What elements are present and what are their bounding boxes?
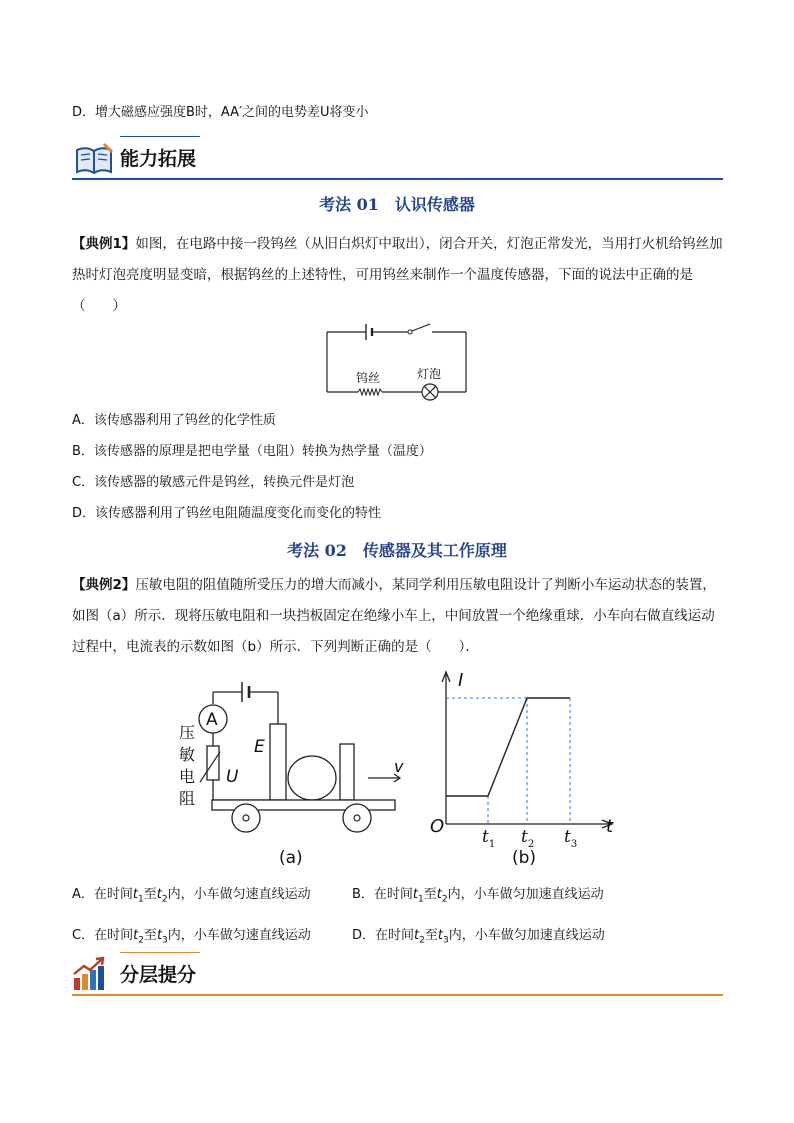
option-d-mid: 至: [424, 928, 438, 943]
option-a-t-end: t: [156, 887, 162, 902]
method-1-title: 考法 01 认识传感器: [319, 195, 475, 214]
tick-label-t2: $t_2$: [521, 827, 535, 850]
figure-a-caption: (a): [279, 848, 303, 868]
method-2-title: 考法 02 传感器及其工作原理: [287, 541, 507, 560]
example-1-label: 【典例1】: [72, 236, 136, 252]
option-b-t-start-sub: 1: [418, 894, 424, 905]
resistor-label-2: 敏: [179, 745, 196, 764]
option-d-t-end-sub: 3: [442, 935, 449, 946]
dashed-guides: [446, 698, 570, 824]
option-c-t-end-sub: 3: [162, 935, 168, 946]
y-axis-label: I: [458, 670, 464, 691]
section-title: 分层提分: [120, 964, 197, 986]
option-d-t-start-sub: 2: [419, 935, 425, 946]
bulb-label: 灯泡: [417, 367, 442, 381]
example-1-stem: 如图，在电路中接一段钨丝（从旧白炽灯中取出），闭合开关，灯泡正常发光，当用打火机给钨丝加热时灯泡亮度明显变暗，根据钨丝的上述特性，可用钨丝来制作一个温度传感器，下面的说法中正确的是（ ）: [72, 236, 723, 314]
option-c-prefix: C．在时间: [72, 928, 134, 943]
figure-a-cart-apparatus: [172, 672, 404, 870]
option-d-suffix: 内，小车做匀加速直线运动: [448, 928, 605, 943]
heading-rule: [72, 994, 723, 996]
example-2-option-a: [72, 883, 311, 905]
option-c-t-end: t: [156, 928, 163, 943]
tick-labels: [482, 827, 577, 850]
current-series: [446, 698, 570, 796]
heading-top-rule: [120, 952, 200, 953]
option-a-t-start: t: [132, 887, 139, 902]
current-segment-2: [488, 698, 527, 796]
option-a-t-start-sub: 1: [138, 894, 144, 905]
option-b-suffix: 内，小车做匀加速直线运动: [447, 887, 604, 902]
option-a-prefix: A．在时间: [72, 887, 133, 902]
option-b-t-end-sub: 2: [441, 894, 448, 905]
resistor-label-3: 电: [179, 767, 196, 786]
option-b-prefix: B．在时间: [352, 887, 413, 902]
example-2-option-c: [72, 924, 311, 946]
option-b-t-end: t: [436, 887, 442, 902]
example-1-option-a: A．该传感器利用了钨丝的化学性质: [72, 413, 276, 428]
velocity-label: v: [394, 757, 404, 776]
pressure-plate: [270, 724, 286, 800]
tick-label-t1: $t_1$: [482, 827, 496, 850]
bar-chart-arrow-icon: [72, 956, 108, 992]
option-a-t-end-sub: 2: [161, 894, 168, 905]
option-c-t-start-sub: 2: [138, 935, 144, 946]
example-1-option-c: C．该传感器的敏感元件是钨丝，转换元件是灯泡: [72, 475, 355, 490]
tungsten-label: 钨丝: [356, 371, 381, 385]
option-c-t-start: t: [133, 928, 139, 943]
example-2-stem-block: [72, 570, 724, 663]
option-d-t-end: t: [437, 928, 443, 943]
option-a-suffix: 内，小车做匀速直线运动: [167, 887, 311, 902]
example-1-stem-block: [72, 229, 724, 322]
example-2-option-d: [352, 924, 605, 946]
option-c-mid: 至: [143, 928, 157, 943]
tungsten-circuit-diagram: [320, 320, 476, 404]
section-heading-layered: [72, 952, 723, 996]
voltage-label: U: [226, 767, 239, 787]
tick-label-t3: $t_3$: [564, 827, 578, 850]
example-2-stem: 压敏电阻的阻值随所受压力的增大而减小，某同学利用压敏电阻设计了判断小车运动状态的装置，如图（a）所示．现将压敏电阻和一块挡板固定在绝缘小车上，中间放置一个绝缘重球．小车向右做直线运动过程中，电流表的示数如图（b）所示．下列判断正确的是（ ）．: [72, 577, 716, 655]
example-2-label: 【典例2】: [72, 577, 136, 593]
origin-label: O: [430, 816, 445, 837]
emf-label: E: [254, 737, 265, 757]
option-b-mid: 至: [423, 887, 437, 902]
resistor-label-4: 阻: [179, 789, 196, 808]
heading-rule: [72, 178, 723, 180]
x-axis-label: t: [606, 816, 614, 837]
baffle-plate: [340, 744, 354, 800]
example-1-option-b: B．该传感器的原理是把电学量（电阻）转换为热学量（温度）: [72, 444, 432, 459]
heavy-ball: [288, 756, 336, 800]
ammeter-label: A: [206, 710, 218, 730]
example-1-option-d: D．该传感器利用了钨丝电阻随温度变化而变化的特性: [72, 506, 382, 521]
heading-top-rule: [120, 136, 200, 137]
option-a-mid: 至: [143, 887, 157, 902]
example-2-option-b: [352, 883, 604, 905]
option-b-t-start: t: [412, 887, 419, 902]
option-d-prefix: D．在时间: [352, 928, 415, 943]
previous-option-d: D．增大磁感应强度B时，AA′之间的电势差U将变小: [72, 105, 369, 120]
section-heading-ability: [72, 136, 723, 180]
figure-b-current-time-graph: [424, 664, 624, 870]
book-icon: [74, 142, 114, 176]
resistor-label-1: 压: [179, 723, 196, 742]
option-d-t-start: t: [414, 928, 420, 943]
figure-b-caption: (b): [512, 848, 537, 868]
section-title: 能力拓展: [120, 148, 197, 170]
option-c-suffix: 内，小车做匀速直线运动: [167, 928, 311, 943]
